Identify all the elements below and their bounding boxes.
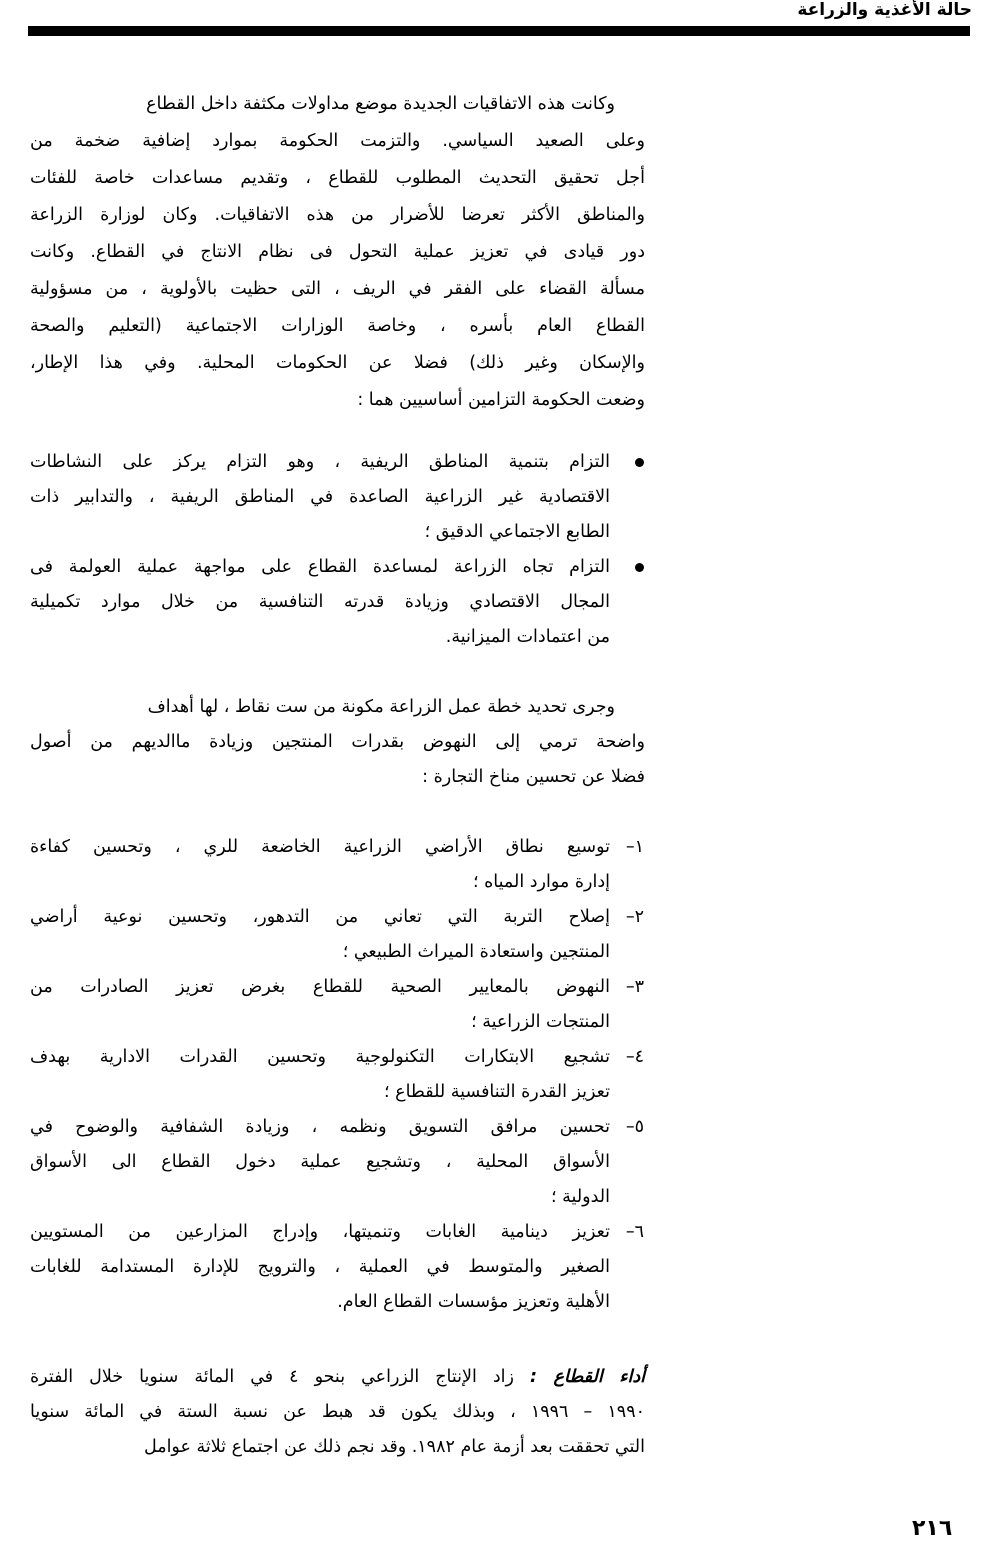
bullet-item	[30, 445, 610, 550]
text-line: وجرى تحديد خطة عمل الزراعة مكونة من ست نقاط ، لها أهداف	[147, 697, 615, 717]
numbered-item	[30, 1215, 644, 1320]
item-number: ٤–	[625, 1047, 644, 1067]
item-number: ٣–	[625, 977, 644, 997]
text-line: التزام بتنمية المناطق الريفية ، وهو التزام يركز على النشاطات	[30, 452, 610, 472]
text-line: توسيع نطاق الأراضي الزراعية الخاضعة للري ، وتحسين كفاءة	[30, 837, 610, 857]
text-line: النهوض بالمعايير الصحية للقطاع بغرض تعزيز الصادرات من	[30, 977, 610, 997]
text-line: تعزيز دينامية الغابات وتنميتها، وإدراج المزارعين من المستويين	[30, 1222, 610, 1242]
text-line: وكانت هذه الاتفاقيات الجديدة موضع مداولات مكثفة داخل القطاع	[146, 94, 615, 114]
page-number: ٢١٦	[912, 1516, 953, 1541]
paragraph-intro	[30, 86, 645, 419]
text-line: إصلاح التربة التي تعاني من التدهور، وتحسين نوعية أراضي	[30, 907, 610, 927]
bullet-marker	[635, 550, 644, 585]
bullet-item	[30, 550, 610, 655]
text-line: الأهلية وتعزيز مؤسسات القطاع العام.	[337, 1292, 610, 1312]
text-line: تعزيز القدرة التنافسية للقطاع ؛	[384, 1082, 610, 1102]
text-line: مسألة القضاء على الفقر في الريف ، التى حظيت بالأولوية ، من مسؤولية	[30, 279, 645, 299]
item-number: ١–	[625, 837, 644, 857]
text-line: المجال الاقتصادي وزيادة قدرته التنافسية من خلال موارد تكميلية	[30, 592, 610, 612]
text-line: التزام تجاه الزراعة لمساعدة القطاع على مواجهة عملية العولمة فى	[30, 557, 610, 577]
text-line: الدولية ؛	[551, 1187, 610, 1207]
text-line: إدارة موارد المياه ؛	[472, 872, 610, 892]
bullet-dot-icon	[635, 458, 644, 467]
header-rule	[28, 26, 970, 36]
text-line: وضعت الحكومة التزامين أساسيين هما :	[357, 390, 645, 410]
text-line: تشجيع الابتكارات التكنولوجية وتحسين القدرات الادارية بهدف	[30, 1047, 610, 1067]
text-line: وعلى الصعيد السياسي. والتزمت الحكومة بموارد إضافية ضخمة من	[30, 131, 645, 151]
text-line: التي تحققت بعد أزمة عام ١٩٨٢. وقد نجم ذلك عن اجتماع ثلاثة عوامل	[143, 1437, 645, 1457]
numbered-item	[30, 970, 644, 1040]
text-line: من اعتمادات الميزانية.	[445, 627, 610, 647]
numbered-item	[30, 830, 644, 900]
text-line: القطاع العام بأسره ، وخاصة الوزارات الاجتماعية (التعليم والصحة	[30, 316, 645, 336]
numbered-item	[30, 1110, 644, 1215]
numbered-item	[30, 900, 644, 970]
running-header: حالة الأغذية والزراعة	[797, 0, 972, 20]
item-number: ٥–	[625, 1117, 644, 1137]
text-line: ١٩٩٠ – ١٩٩٦ ، وبذلك يكون قد هبط عن نسبة الستة في المائة سنويا	[30, 1402, 645, 1422]
text-line: الأسواق المحلية ، وتشجيع عملية دخول القطاع الى الأسواق	[30, 1152, 610, 1172]
paragraph-sector-performance	[30, 1360, 645, 1465]
text-line: الطابع الاجتماعي الدقيق ؛	[424, 522, 610, 542]
text-line: واضحة ترمي إلى النهوض بقدرات المنتجين وزيادة ماالديهم من أصول	[30, 732, 645, 752]
text-line	[30, 1360, 645, 1395]
text-run: زاد الإنتاج الزراعي بنحو ٤ في المائة سنويا خلال الفترة	[30, 1367, 514, 1387]
text-line: والمناطق الأكثر تعرضا للأضرار من هذه الاتفاقيات. وكان لوزارة الزراعة	[30, 205, 645, 225]
text-line: المنتجين واستعادة الميراث الطبيعي ؛	[342, 942, 610, 962]
numbered-list	[30, 830, 644, 1320]
paragraph-action-plan	[30, 690, 645, 795]
text-line: أجل تحقيق التحديث المطلوب للقطاع ، وتقديم مساعدات خاصة للفئات	[30, 168, 645, 188]
text-line: والإسكان وغير ذلك) فضلا عن الحكومات المحلية. وفي هذا الإطار،	[30, 353, 645, 373]
bullet-marker	[635, 445, 644, 480]
bullet-dot-icon	[635, 563, 644, 572]
item-number: ٦–	[625, 1222, 644, 1242]
bullet-list	[30, 445, 610, 655]
numbered-item	[30, 1040, 644, 1110]
item-number: ٢–	[625, 907, 644, 927]
text-line: فضلا عن تحسين مناخ التجارة :	[422, 767, 645, 787]
text-line: دور قيادى في تعزيز عملية التحول فى نظام الانتاج في القطاع. وكانت	[30, 242, 645, 262]
text-line: تحسين مرافق التسويق ونظمه ، وزيادة الشفافية والوضوح في	[30, 1117, 610, 1137]
text-line: الصغير والمتوسط في العملية ، والترويج للإدارة المستدامة للغابات	[30, 1257, 610, 1277]
text-line: المنتجات الزراعية ؛	[471, 1012, 610, 1032]
text-line: الاقتصادية غير الزراعية الصاعدة في المناطق الريفية ، والتدابير ذات	[30, 487, 610, 507]
paragraph-lead-heading: أداء القطاع :	[530, 1367, 645, 1387]
